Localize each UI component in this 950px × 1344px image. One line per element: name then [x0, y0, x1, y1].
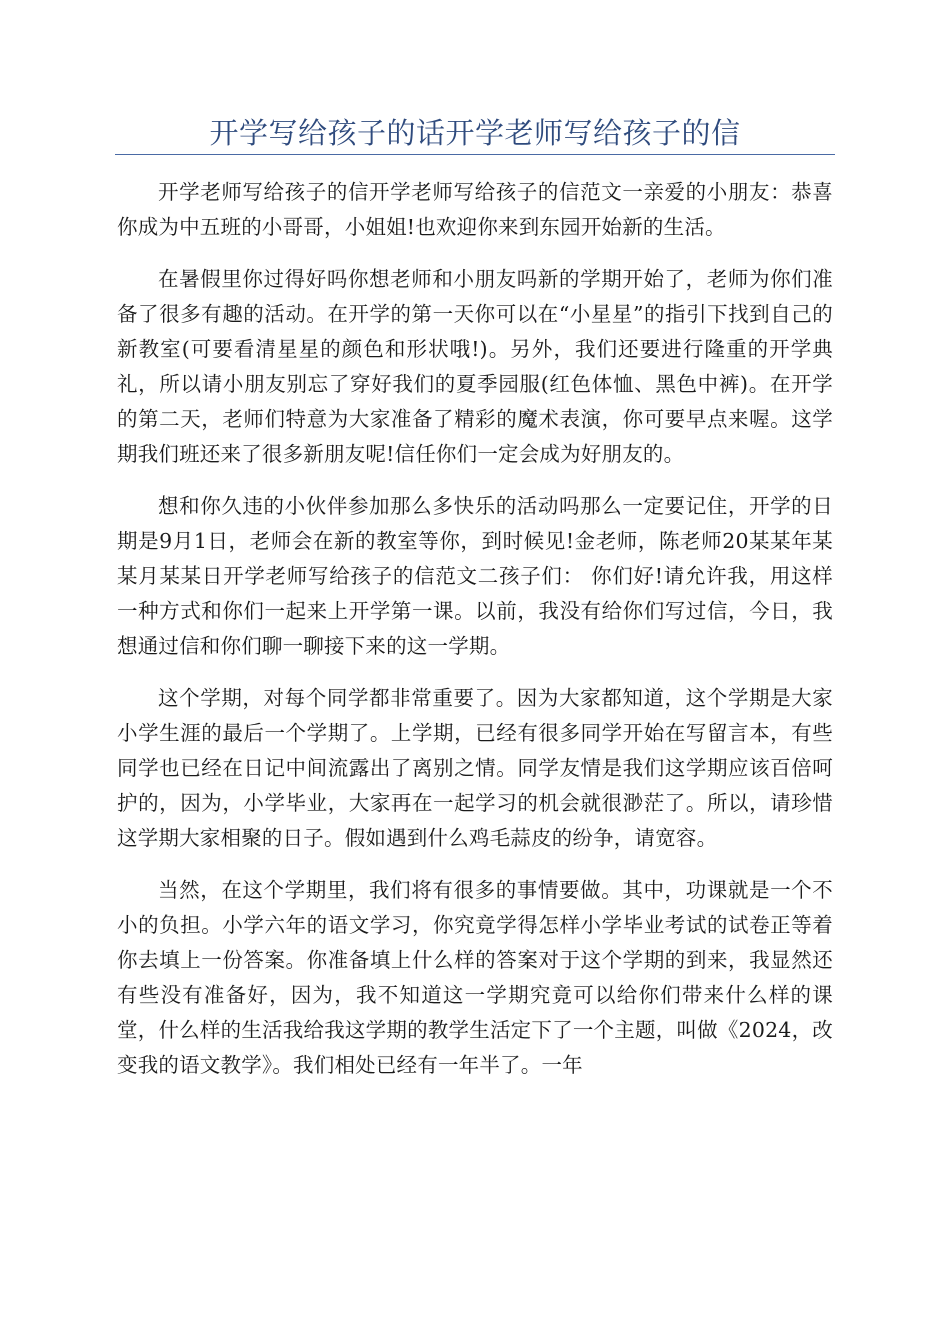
paragraph-2: 在暑假里你过得好吗你想老师和小朋友吗新的学期开始了，老师为你们准备了很多有趣的活动。在开学的第一天你可以在“小星星”的指引下找到自己的新教室(可要看清星星的颜色和形状哦!)。另外，我们还要进行隆重的开学典礼，所以请小朋友别忘了穿好我们的夏季园服(红色体恤、黑色中裤)。在开学的第二天，老师们特意为大家准备了精彩的魔术表演，你可要早点来喔。这学期我们班还来了很多新朋友呢!信任你们一定会成为好朋友的。	[117, 267, 833, 466]
paragraph-5: 当然，在这个学期里，我们将有很多的事情要做。其中，功课就是一个不小的负担。小学六年的语文学习，你究竟学得怎样小学毕业考试的试卷正等着你去填上一份答案。你准备填上什么样的答案对于这个学期的到来，我显然还有些没有准备好，因为，我不知道这一学期究竟可以给你们带来什么样的课堂，什么样的生活我给我这学期的教学生活定下了一个主题，叫做《2024，改变我的语文教学》。我们相处已经有一年半了。一年	[117, 878, 833, 1077]
document-title: 开学写给孩子的话开学老师写给孩子的信	[209, 116, 741, 150]
title-underline	[115, 154, 835, 155]
paragraph-1: 开学老师写给孩子的信开学老师写给孩子的信范文一亲爱的小朋友：恭喜你成为中五班的小哥哥，小姐姐!也欢迎你来到东园开始新的生活。	[117, 180, 833, 239]
document-body	[117, 175, 833, 1100]
paragraph-3: 想和你久违的小伙伴参加那么多快乐的活动吗那么一定要记住，开学的日期是9月1日，老师会在新的教室等你，到时候见!金老师，陈老师20某某年某某月某某日开学老师写给孩子的信范文二孩子们： 你们好!请允许我，用这样一种方式和你们一起来上开学第一课。以前，我没有给你们写过信，今日，我想通过信和你们聊一聊接下来的这一学期。	[117, 494, 833, 658]
paragraph-4: 这个学期，对每个同学都非常重要了。因为大家都知道，这个学期是大家小学生涯的最后一个学期了。上学期，已经有很多同学开始在写留言本，有些同学也已经在日记中间流露出了离别之情。同学友情是我们这学期应该百倍呵护的，因为，小学毕业，大家再在一起学习的机会就很渺茫了。所以，请珍惜这学期大家相聚的日子。假如遇到什么鸡毛蒜皮的纷争，请宽容。	[117, 686, 833, 850]
